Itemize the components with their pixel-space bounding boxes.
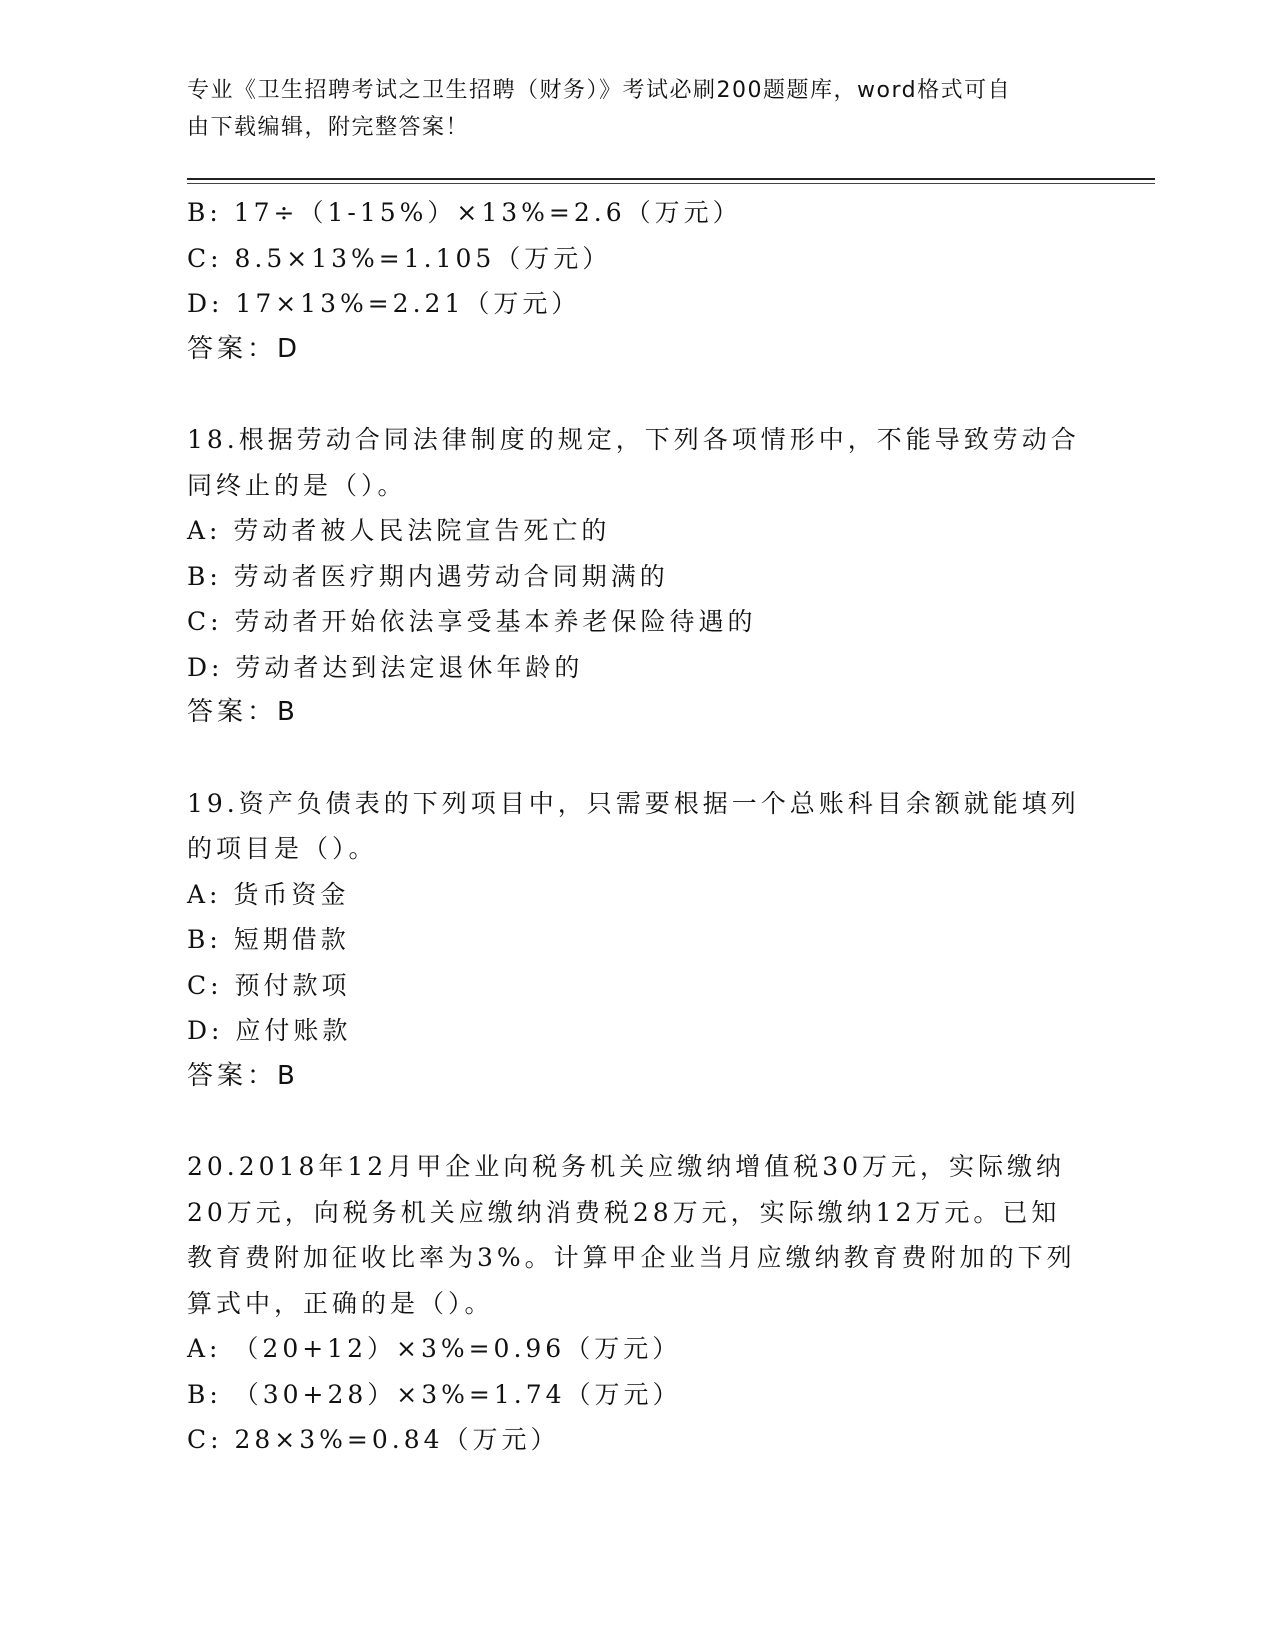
option-c: C: 预付款项 (187, 970, 351, 1000)
spacer (187, 372, 1087, 417)
question-18 (187, 417, 1087, 736)
spacer (187, 736, 1087, 781)
question-stem-line: 教育费附加征收比率为3%。计算甲企业当月应缴纳教育费附加的下列 (187, 1243, 1076, 1272)
option-c: C: 8.5×13%=1.105（万元） (187, 243, 612, 273)
option-b: B: 短期借款 (187, 925, 350, 954)
header-divider-thin (187, 183, 1155, 184)
option-b: B: （30+28）×3%=1.74（万元） (187, 1379, 682, 1409)
question-19 (187, 781, 1087, 1100)
option-d: D: 应付账款 (187, 1016, 352, 1045)
question-stem-line: 20万元，向税务机关应缴纳消费税28万元，实际缴纳12万元。已知 (187, 1197, 1061, 1227)
header-divider-thick (187, 178, 1155, 180)
option-c: C: 劳动者开始依法享受基本养老保险待遇的 (187, 607, 757, 636)
option-a: A: 劳动者被人民法院宣告死亡的 (187, 516, 611, 545)
option-b: B: 17÷（1-15%）×13%=2.6（万元） (187, 198, 742, 227)
question-stem-line: 18.根据劳动合同法律制度的规定，下列各项情形中，不能导致劳动合 (187, 425, 1080, 454)
question-stem-line: 19.资产负债表的下列项目中，只需要根据一个总账科目余额就能填列 (187, 788, 1080, 818)
answer-label: 答案：D (187, 333, 302, 364)
question-17-tail (187, 190, 1087, 372)
option-b: B: 劳动者医疗期内遇劳动合同期满的 (187, 561, 669, 591)
question-stem-line: 20.2018年12月甲企业向税务机关应缴纳增值税30万元，实际缴纳 (187, 1152, 1066, 1181)
option-d: D: 17×13%=2.21（万元） (187, 289, 581, 318)
question-stem-line: 的项目是（）。 (187, 834, 378, 863)
answer-label: 答案：B (187, 1060, 299, 1091)
header-line-2: 由下载编辑，附完整答案！ (187, 115, 470, 140)
spacer (187, 1099, 1087, 1144)
option-a: A: 货币资金 (187, 879, 350, 909)
question-list (187, 190, 1087, 1463)
question-stem-line: 算式中，正确的是（）。 (187, 1288, 494, 1318)
option-c: C: 28×3%=0.84（万元） (187, 1425, 560, 1454)
question-stem-line: 同终止的是（）。 (187, 470, 407, 500)
question-20 (187, 1144, 1087, 1463)
answer-label: 答案：B (187, 697, 299, 727)
document-header (187, 72, 1067, 146)
option-d: D: 劳动者达到法定退休年龄的 (187, 652, 584, 682)
header-line-1: 专业《卫生招聘考试之卫生招聘（财务）》考试必刷200题题库，word格式可自 (187, 78, 1012, 103)
option-a: A: （20+12）×3%=0.96（万元） (187, 1334, 682, 1363)
